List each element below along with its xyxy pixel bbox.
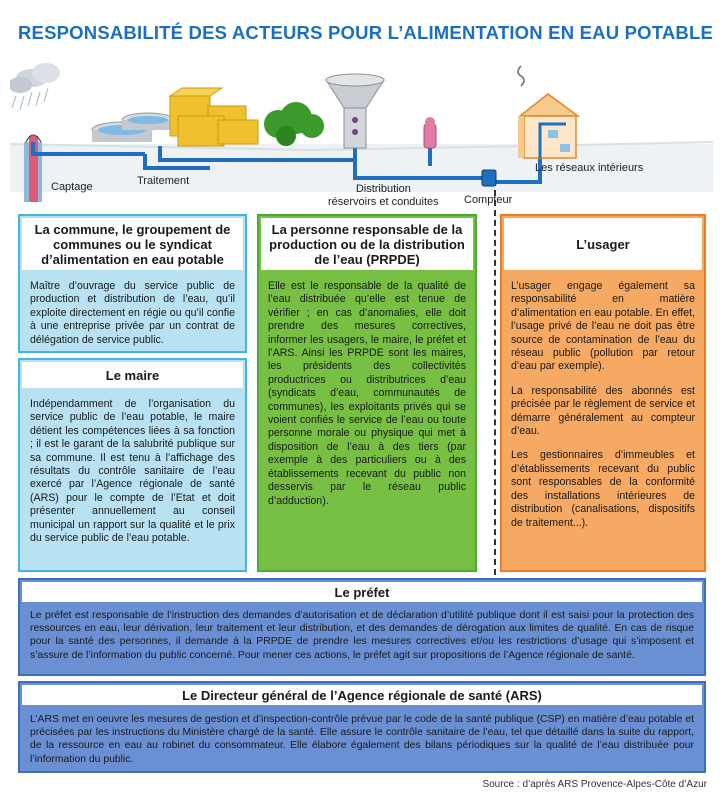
prpde-heading: La personne responsable de la production ou de la distribution de l’eau (PRPDE)	[261, 218, 473, 270]
usager-text	[502, 274, 704, 536]
usager-paragraph-2: La responsabilité des abonnés est précisée par le règlement de service et démarre généralement au compteur d’eau.	[511, 384, 695, 438]
label-captage: Captage	[51, 181, 93, 193]
commune-heading: La commune, le groupement de communes ou le syndicat d’alimentation en eau potable	[22, 218, 243, 270]
source-note: Source : d’après ARS Provence-Alpes-Côte d’Azur	[482, 779, 707, 790]
label-compteur: Compteur	[464, 194, 513, 206]
prefet-paragraph: Le préfet est responsable de l’instruction des demandes d’autorisation et de déclaration d’utilité publique dont il est saisi pour la protection des ressources en eau, leur dérivation, leur traitement et leur distribution, et des demandes de dérogation aux limites de qualité. En cas de risque pour la santé des personnes, il demande à la PRPDE de prendre les mesures correctives et/ou les restrictions d’usage qui s’imposent et s’assure de l’information du public concerné. Pour mener ces actions, le préfet agit sur propositions de l’Agence régionale de santé.	[30, 610, 694, 661]
label-traitement: Traitement	[137, 175, 190, 187]
usager-paragraph-1: L’usager engage également sa responsabilité en matière d’alimentation en eau potable. En effet, l’usage privé de l’eau ne doit pas être source de contamination de l’eau du réseau public (pollution par retour d’eau par exemple).	[511, 280, 695, 373]
maire-text	[20, 392, 245, 551]
ars-section	[18, 681, 706, 773]
commune-paragraph: Maître d’ouvrage du service public de production et distribution de l’eau, qu’il exploite directement en régie ou qu’il confie à une entreprise privée par un contrat de délégation de service public.	[30, 280, 235, 346]
house-icon	[518, 94, 578, 158]
maire-section	[18, 358, 247, 572]
prpde-text	[259, 274, 475, 514]
label-distribution-line2: réservoirs et conduites	[328, 196, 439, 208]
prefet-heading: Le préfet	[22, 582, 702, 602]
prefet-section	[18, 578, 706, 676]
usager-paragraph-3: Les gestionnaires d’immeubles et d’établissements recevant du public sont responsables de la conformité des installations intérieures de distribution (canalisations, dispositifs de traitement...).	[511, 449, 695, 529]
trees-icon	[264, 102, 324, 146]
commune-text	[20, 274, 245, 353]
prpde-section	[257, 214, 477, 572]
usager-section	[500, 214, 706, 572]
water-meter-icon	[482, 170, 496, 186]
label-distribution-line1: Distribution	[355, 183, 411, 195]
rain-cloud-icon	[10, 63, 60, 110]
commune-section	[18, 214, 247, 353]
treatment-building-icon	[170, 88, 258, 146]
maire-heading: Le maire	[22, 362, 243, 388]
ars-paragraph: L’ARS met en oeuvre les mesures de gestion et d’inspection-contrôle prévue par le code de la santé publique (CSP) en matière d’eau potable et précisées par les instructions du Ministère chargé de la santé. Elle assure le contrôle sanitaire de l’eau, tel que détaillé dans la suite du rapport, de la ressource en eau au robinet du consommateur. Elle élabore également des bilans périodiques sur la qualité de l’eau distribuée pour l’information du public.	[30, 714, 694, 765]
prefet-text	[20, 604, 704, 667]
label-reseaux-interieurs: Les réseaux intérieurs	[535, 162, 644, 174]
ars-heading: Le Directeur général de l’Agence régionale de santé (ARS)	[22, 685, 702, 705]
ars-text	[20, 707, 704, 772]
hydrant-icon	[424, 117, 436, 148]
page-title: RESPONSABILITÉ DES ACTEURS POUR L’ALIMENTATION EN EAU POTABLE	[18, 22, 714, 43]
maire-paragraph: Indépendamment de l’organisation du service public de l’eau potable, le maire détient les compétences liées à sa fonction ; il est le garant de la salubrité publique sur sa commune. Il est tenu à l’affichage des résultats du contrôle sanitaire de l’eau exercé par l’Agence régionale de santé (ARS) pour le compte de l’Etat et doit présenter annuellement au conseil municipal un rapport sur la qualité et le prix du service public de l’eau potable.	[30, 398, 235, 545]
treatment-tank-icon	[92, 113, 174, 142]
meter-boundary-line	[494, 190, 496, 575]
water-tower-icon	[326, 74, 384, 148]
prpde-paragraph: Elle est le responsable de la qualité de l’eau distribuée qu’elle est tenue de vérifier ; en cas d’anomalies, elle doit prendre des mesures correctives, informer les usagers, le maire, le préfet et l’ARS. Ainsi les PRPDE sont les maires, les présidents des collectivités productrices ou distributrices d’eau (syndicats d’eau, communautés de communes), les exploitants privés qui se voient confiés le service de l’eau ou toute personne morale ou physique qui met à disposition de l’eau à des tiers (par exemple à des particuliers ou à des établissements recevant du public non desservis par le réseau public d’adduction).	[268, 280, 466, 507]
usager-heading: L’usager	[504, 218, 702, 270]
label-distribution	[328, 183, 439, 209]
